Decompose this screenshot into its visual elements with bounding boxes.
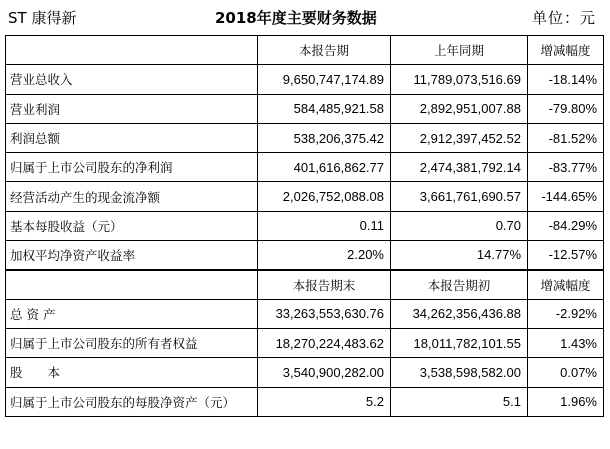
table-header-row — [6, 36, 604, 65]
prior-value: 2,892,951,007.88 — [391, 94, 528, 123]
current-value: 2.20% — [258, 241, 391, 270]
change-value: -79.80% — [528, 94, 604, 123]
report-title: 2018年度主要财务数据 — [215, 9, 377, 27]
prior-value: 5.1 — [391, 387, 528, 416]
row-label: 归属于上市公司股东的所有者权益 — [6, 328, 258, 357]
table-body — [6, 36, 604, 417]
change-value: 1.96% — [528, 387, 604, 416]
table-row — [6, 211, 604, 240]
report-header — [0, 0, 610, 34]
table-row — [6, 153, 604, 182]
current-value: 18,270,224,483.62 — [258, 328, 391, 357]
unit-label: 单位：元 — [531, 9, 596, 27]
column-header-blank — [6, 270, 258, 299]
column-header-prior: 本报告期初 — [391, 270, 528, 299]
prior-value: 0.70 — [391, 211, 528, 240]
table-row — [6, 65, 604, 94]
row-label: 营业利润 — [6, 94, 258, 123]
current-value: 538,206,375.42 — [258, 123, 391, 152]
table-row — [6, 241, 604, 270]
table-row — [6, 358, 604, 387]
change-value: -81.52% — [528, 123, 604, 152]
prior-value: 3,538,598,582.00 — [391, 358, 528, 387]
company-name: ST 康得新 — [8, 9, 77, 27]
row-label: 归属于上市公司股东的每股净资产（元） — [6, 387, 258, 416]
column-header-current: 本报告期末 — [258, 270, 391, 299]
current-value: 401,616,862.77 — [258, 153, 391, 182]
current-value: 5.2 — [258, 387, 391, 416]
row-label: 加权平均净资产收益率 — [6, 241, 258, 270]
change-value: -18.14% — [528, 65, 604, 94]
prior-value: 3,661,761,690.57 — [391, 182, 528, 211]
current-value: 3,540,900,282.00 — [258, 358, 391, 387]
column-header-blank — [6, 36, 258, 65]
column-header-change: 增减幅度 — [528, 36, 604, 65]
table-row — [6, 182, 604, 211]
row-label: 经营活动产生的现金流净额 — [6, 182, 258, 211]
current-value: 9,650,747,174.89 — [258, 65, 391, 94]
row-label: 利润总额 — [6, 123, 258, 152]
prior-value: 2,912,397,452.52 — [391, 123, 528, 152]
change-value: -2.92% — [528, 299, 604, 328]
prior-value: 11,789,073,516.69 — [391, 65, 528, 94]
table-row — [6, 299, 604, 328]
column-header-current: 本报告期 — [258, 36, 391, 65]
change-value: 1.43% — [528, 328, 604, 357]
prior-value: 18,011,782,101.55 — [391, 328, 528, 357]
change-value: -12.57% — [528, 241, 604, 270]
table-row — [6, 94, 604, 123]
change-value: 0.07% — [528, 358, 604, 387]
current-value: 0.11 — [258, 211, 391, 240]
column-header-prior: 上年同期 — [391, 36, 528, 65]
column-header-change: 增减幅度 — [528, 270, 604, 299]
table-row — [6, 387, 604, 416]
change-value: -83.77% — [528, 153, 604, 182]
prior-value: 2,474,381,792.14 — [391, 153, 528, 182]
financial-data-table — [5, 35, 604, 417]
change-value: -144.65% — [528, 182, 604, 211]
current-value: 2,026,752,088.08 — [258, 182, 391, 211]
prior-value: 34,262,356,436.88 — [391, 299, 528, 328]
current-value: 584,485,921.58 — [258, 94, 391, 123]
table-header-row — [6, 270, 604, 299]
table-row — [6, 328, 604, 357]
row-label: 归属于上市公司股东的净利润 — [6, 153, 258, 182]
current-value: 33,263,553,630.76 — [258, 299, 391, 328]
row-label: 基本每股收益（元） — [6, 211, 258, 240]
table-row — [6, 123, 604, 152]
row-label: 股 本 — [6, 358, 258, 387]
change-value: -84.29% — [528, 211, 604, 240]
prior-value: 14.77% — [391, 241, 528, 270]
row-label: 总 资 产 — [6, 299, 258, 328]
row-label: 营业总收入 — [6, 65, 258, 94]
